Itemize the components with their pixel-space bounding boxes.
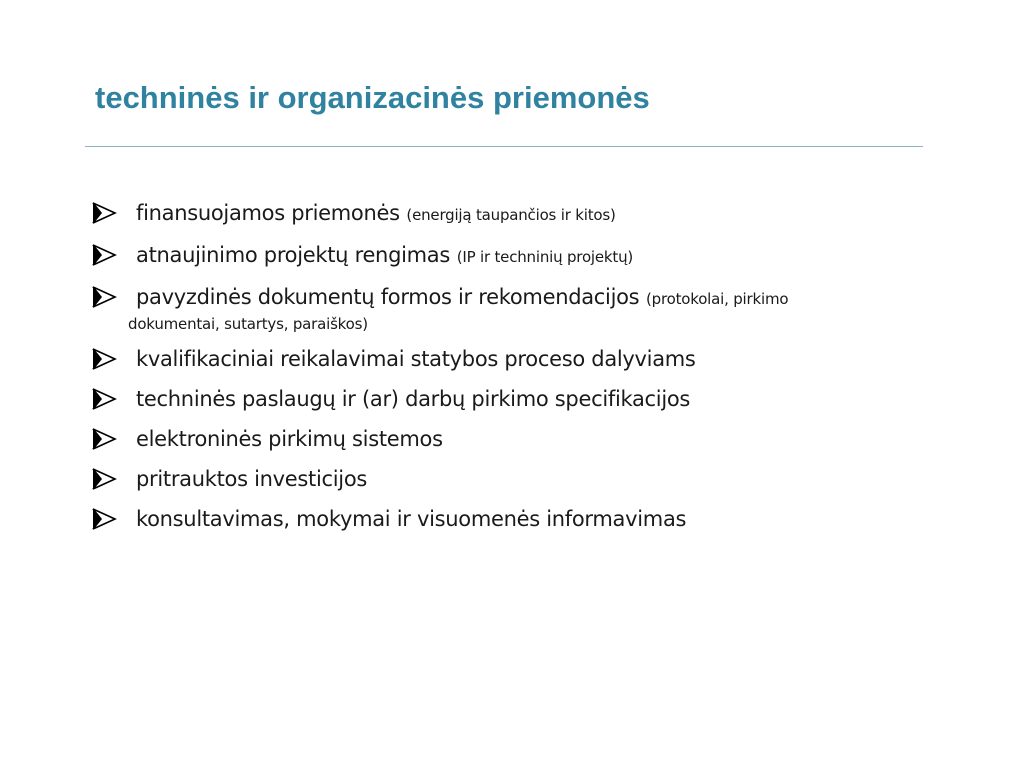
list-item [92,200,952,228]
list-item-text: finansuojamos priemonės [136,201,400,225]
list-item-detail: (protokolai, pirkimo [646,290,789,308]
list-item [92,466,952,492]
list-item-text: techninės paslaugų ir (ar) darbų pirkimo specifikacijos [136,387,691,411]
list-item-text: pritrauktos investicijos [136,467,368,491]
arrowhead-bullet-icon [92,426,118,452]
arrowhead-bullet-icon [92,466,118,492]
arrowhead-bullet-icon [92,284,118,310]
arrowhead-bullet-icon [92,242,118,268]
list-item-detail: (energiją taupančios ir kitos) [406,206,616,224]
list-item [92,426,952,452]
arrowhead-bullet-icon [92,386,118,412]
list-item-text: pavyzdinės dokumentų formos ir rekomendacijos [136,285,640,309]
list-item [92,284,952,334]
list-item-text: kvalifikaciniai reikalavimai statybos proceso dalyviams [136,347,696,371]
list-item-text: konsultavimas, mokymai ir visuomenės informavimas [136,507,687,531]
arrowhead-bullet-icon [92,200,118,226]
list-item-text: atnaujinimo projektų rengimas [136,243,451,267]
arrowhead-bullet-icon [92,506,118,532]
list-item [92,346,952,372]
list-item [92,386,952,412]
list-item-text: elektroninės pirkimų sistemos [136,427,443,451]
list-item-detail-continued: dokumentai, sutartys, paraiškos) [128,315,368,333]
list-item [92,242,952,270]
list-item [92,506,952,532]
list-item-detail: (IP ir techninių projektų) [456,248,634,266]
arrowhead-bullet-icon [92,346,118,372]
slide-title: techninės ir organizacinės priemonės [95,80,650,115]
bullet-list [92,200,952,546]
title-divider [85,146,923,147]
